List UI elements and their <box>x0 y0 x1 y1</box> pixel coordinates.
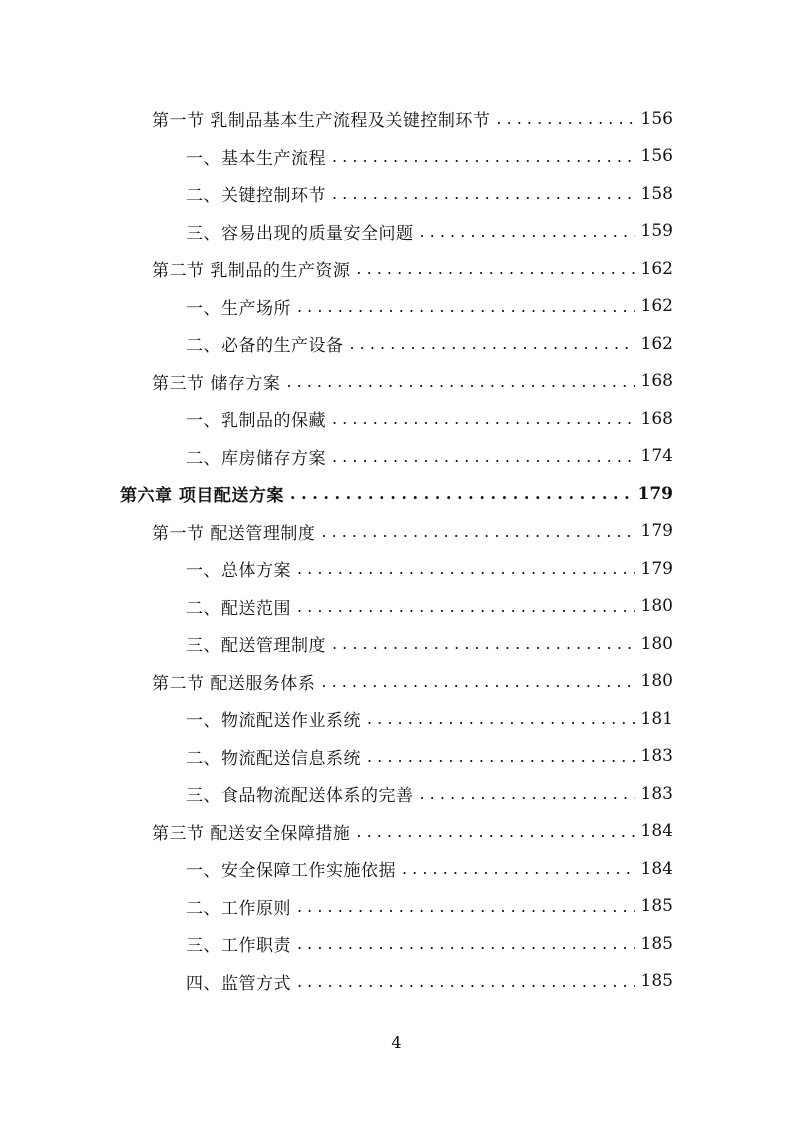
toc-entry <box>186 550 673 587</box>
toc-entry <box>152 250 673 287</box>
toc-entry-page: 168 <box>640 408 673 429</box>
toc-entry <box>186 325 673 362</box>
toc-entry <box>152 100 673 137</box>
toc-chapter-title: 第六章 项目配送方案 <box>120 486 284 506</box>
toc-entry-page: 168 <box>640 371 673 391</box>
toc-entry-page: 162 <box>640 333 673 354</box>
toc-entry-page: 184 <box>640 821 673 841</box>
toc-entry <box>152 363 673 400</box>
toc-dot-leader <box>356 259 634 278</box>
toc-entry-page: 162 <box>640 258 673 279</box>
toc-dot-leader <box>297 597 635 616</box>
toc-entry-title: 二、配送范围 <box>186 598 291 619</box>
toc-dot-leader <box>420 222 635 241</box>
toc-entry-title: 一、物流配送作业系统 <box>186 711 361 731</box>
toc-entry <box>186 775 673 812</box>
toc-entry <box>186 625 673 662</box>
toc-entry-page: 185 <box>640 971 673 991</box>
toc-entry <box>186 850 673 887</box>
toc-dot-leader <box>367 747 635 766</box>
toc-entry-title: 一、乳制品的保藏 <box>186 411 326 431</box>
toc-entry <box>186 175 673 212</box>
toc-dot-leader <box>402 859 635 878</box>
toc-entry-title: 二、工作原则 <box>186 898 291 919</box>
toc-entry-page: 156 <box>640 108 673 129</box>
toc-entry-page: 180 <box>640 633 673 654</box>
toc-entry <box>186 400 673 437</box>
toc-entry-title: 一、安全保障工作实施依据 <box>186 861 396 881</box>
toc-entry-page: 185 <box>640 896 673 916</box>
toc-entry-page: 183 <box>640 783 673 804</box>
toc-entry-title: 四、监管方式 <box>186 973 291 994</box>
toc-entry-title: 一、生产场所 <box>186 298 291 319</box>
toc-entry <box>186 925 673 962</box>
toc-dot-leader <box>297 559 635 578</box>
toc-entry <box>186 438 673 475</box>
toc-entry-title: 三、容易出现的质量安全问题 <box>186 223 414 244</box>
toc-entry-page: 185 <box>640 933 673 954</box>
toc-entry-page: 179 <box>640 521 673 541</box>
toc-dot-leader <box>350 334 635 353</box>
toc-entry-page: 180 <box>640 671 673 691</box>
toc-entry <box>186 963 673 1000</box>
toc-dot-leader <box>290 484 632 503</box>
toc-entry <box>186 288 673 325</box>
toc-dot-leader <box>332 184 635 203</box>
toc-dot-leader <box>297 972 635 991</box>
toc-entry-page: 184 <box>640 858 673 879</box>
toc-entry-title: 一、基本生产流程 <box>186 148 326 169</box>
toc-entry-page: 174 <box>640 446 673 466</box>
toc-dot-leader <box>496 109 634 128</box>
toc-dot-leader <box>367 709 635 728</box>
toc-entry-page: 183 <box>640 746 673 766</box>
toc-entry <box>152 813 673 850</box>
toc-chapter-page: 179 <box>637 483 673 504</box>
toc-dot-leader <box>356 822 634 841</box>
toc-entry-title: 第二节 乳制品的生产资源 <box>152 261 351 281</box>
toc-dot-leader <box>286 372 634 391</box>
toc-entry-page: 181 <box>640 708 673 729</box>
toc-dot-leader <box>321 672 634 691</box>
toc-entry-title: 二、物流配送信息系统 <box>186 748 361 769</box>
toc-dot-leader <box>332 447 635 466</box>
toc-entry-title: 三、配送管理制度 <box>186 636 326 656</box>
toc-dot-leader <box>332 634 635 653</box>
toc-entry-title: 第三节 储存方案 <box>152 373 281 394</box>
toc-entry-title: 第三节 配送安全保障措施 <box>152 823 351 844</box>
toc-entry <box>186 213 673 250</box>
toc-entry-title: 一、总体方案 <box>186 561 291 581</box>
toc-entry-page: 156 <box>640 146 673 166</box>
toc-entry-title: 二、关键控制环节 <box>186 186 326 206</box>
toc-entry-page: 179 <box>640 558 673 579</box>
toc-dot-leader <box>321 522 634 541</box>
toc-entry-title: 第一节 乳制品基本生产流程及关键控制环节 <box>152 111 491 131</box>
toc-entry-page: 180 <box>640 596 673 616</box>
toc-chapter-entry <box>120 475 673 512</box>
toc-entry <box>186 738 673 775</box>
toc-dot-leader <box>297 897 635 916</box>
toc-entry-page: 159 <box>640 221 673 241</box>
toc-entry-title: 第一节 配送管理制度 <box>152 523 316 544</box>
toc-dot-leader <box>420 784 635 803</box>
toc-entry-title: 三、食品物流配送体系的完善 <box>186 786 414 806</box>
toc-entry-title: 二、必备的生产设备 <box>186 336 344 356</box>
toc-entry <box>186 700 673 737</box>
toc-entry <box>186 588 673 625</box>
toc-entry <box>186 888 673 925</box>
toc-entry-title: 第二节 配送服务体系 <box>152 673 316 694</box>
toc-entry <box>152 663 673 700</box>
toc-entry <box>152 513 673 550</box>
toc-entry-title: 二、库房储存方案 <box>186 448 326 469</box>
toc-entry-page: 158 <box>640 183 673 204</box>
toc-dot-leader <box>332 409 635 428</box>
toc-entry-page: 162 <box>640 296 673 316</box>
toc-dot-leader <box>332 147 635 166</box>
toc-entry-title: 三、工作职责 <box>186 936 291 956</box>
toc-dot-leader <box>297 297 635 316</box>
page-number: 4 <box>391 1033 402 1052</box>
toc-entry <box>186 138 673 175</box>
toc-dot-leader <box>297 934 635 953</box>
